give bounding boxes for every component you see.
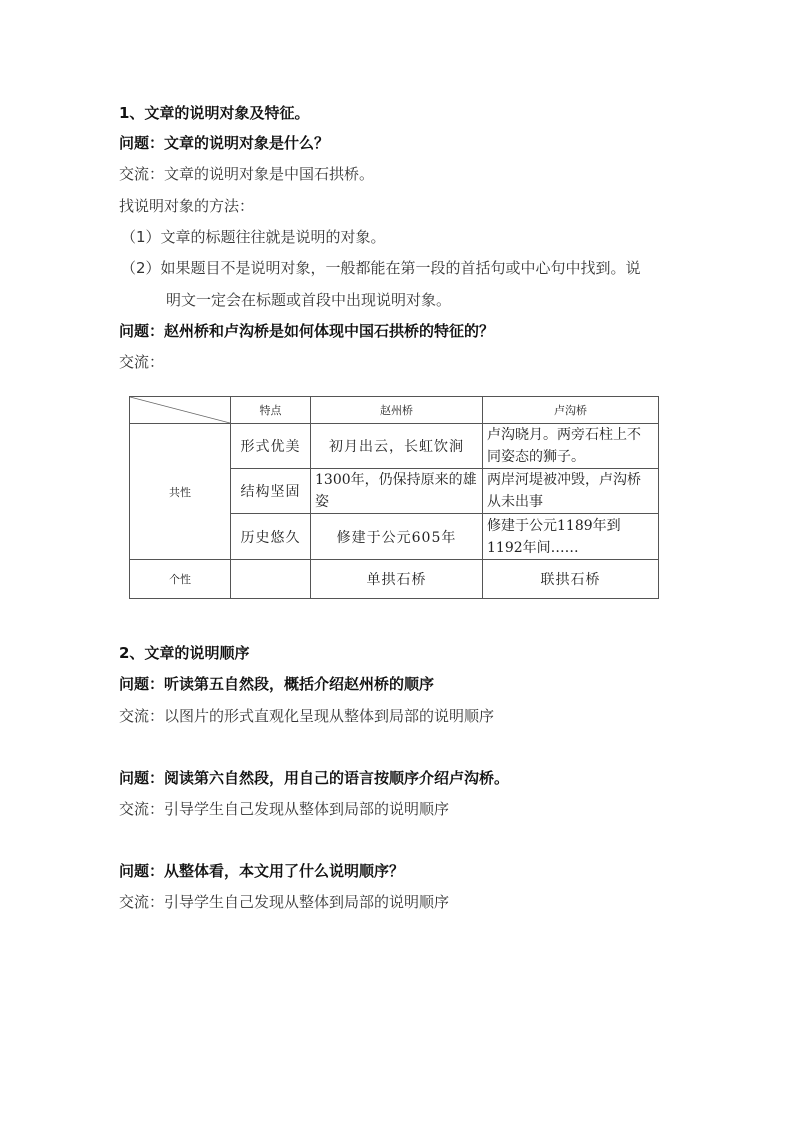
- question-lugou-order: 问题：阅读第六自然段，用自己的语言按顺序介绍卢沟桥。: [119, 769, 510, 787]
- diagonal-header-cell: [130, 397, 231, 424]
- question-zhaozhou-order: 问题：听读第五自然段，概括介绍赵州桥的顺序: [119, 675, 435, 693]
- method-item-1: （1）文章的标题往往就是说明的对象。: [121, 228, 386, 246]
- bridge-comparison-table: [129, 396, 659, 599]
- lugou-individual: 联拱石桥: [483, 560, 659, 599]
- empty-cell: [231, 560, 311, 599]
- question-features: 问题：赵州桥和卢沟桥是如何体现中国石拱桥的特征的？: [119, 322, 495, 340]
- question-subject: 问题：文章的说明对象是什么？: [119, 134, 330, 152]
- zhaozhou-individual: 单拱石桥: [311, 560, 483, 599]
- feature-cell: 历史悠久: [231, 514, 311, 560]
- section1-heading: 1、文章的说明对象及特征。: [119, 104, 310, 122]
- zhaozhou-cell: 修建于公元605年: [311, 514, 483, 560]
- answer-features-label: 交流：: [119, 353, 165, 371]
- method-title: 找说明对象的方法：: [119, 197, 255, 215]
- zhaozhou-cell: 初月出云，长虹饮涧: [311, 424, 483, 469]
- header-feature: 特点: [231, 397, 311, 424]
- header-zhaozhou: 赵州桥: [311, 397, 483, 424]
- lugou-cell: 卢沟晓月。两旁石柱上不同姿态的狮子。: [483, 424, 659, 469]
- feature-cell: 形式优美: [231, 424, 311, 469]
- common-label: 共性: [130, 424, 231, 560]
- table-header-row: [130, 397, 659, 424]
- answer-overall-order: 交流：引导学生自己发现从整体到局部的说明顺序: [119, 893, 450, 911]
- individual-label: 个性: [130, 560, 231, 599]
- lugou-cell: 两岸河堤被冲毁，卢沟桥从未出事: [483, 469, 659, 514]
- zhaozhou-cell: 1300年，仍保持原来的雄姿: [311, 469, 483, 514]
- answer-lugou-order: 交流：引导学生自己发现从整体到局部的说明顺序: [119, 800, 450, 818]
- answer-subject: 交流：文章的说明对象是中国石拱桥。: [119, 165, 375, 183]
- feature-cell: 结构坚固: [231, 469, 311, 514]
- question-overall-order: 问题：从整体看，本文用了什么说明顺序？: [119, 862, 405, 880]
- table-row: [130, 560, 659, 599]
- method-item-2-line1: （2）如果题目不是说明对象，一般都能在第一段的首括句或中心句中找到。说: [121, 259, 641, 277]
- header-lugou: 卢沟桥: [483, 397, 659, 424]
- diagonal-line: [130, 397, 230, 423]
- method-item-2-line2: 明文一定会在标题或首段中出现说明对象。: [166, 291, 452, 309]
- answer-zhaozhou-order: 交流：以图片的形式直观化呈现从整体到局部的说明顺序: [119, 707, 495, 725]
- table-row: [130, 424, 659, 469]
- lugou-cell: 修建于公元1189年到1192年间……: [483, 514, 659, 560]
- section2-heading: 2、文章的说明顺序: [119, 644, 250, 662]
